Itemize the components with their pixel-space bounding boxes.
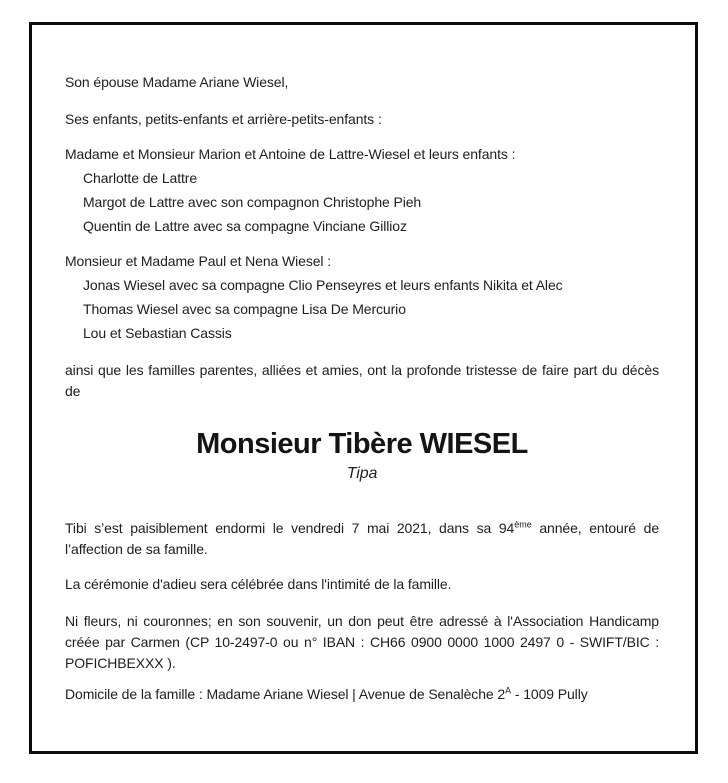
nickname-subtitle: Tipa xyxy=(346,465,378,482)
obituary-content xyxy=(32,25,695,705)
descendants-line: Ses enfants, petits-enfants et arrière-petits-enfants : xyxy=(65,111,382,127)
address-superscript: A xyxy=(505,685,512,696)
deceased-name-title: Monsieur Tibère WIESEL xyxy=(196,428,528,460)
family-member: Jonas Wiesel avec sa compagne Clio Penseyres et leurs enfants Nikita et Alec xyxy=(83,277,563,293)
family-member: Lou et Sebastian Cassis xyxy=(83,325,232,341)
family-member: Thomas Wiesel avec sa compagne Lisa De Mercurio xyxy=(83,301,406,317)
family-group-header: Madame et Monsieur Marion et Antoine de Lattre-Wiesel et leurs enfants : xyxy=(65,146,516,162)
spouse-line: Son épouse Madame Ariane Wiesel, xyxy=(65,74,289,90)
obituary-sheet-frame xyxy=(29,22,698,754)
family-member: Charlotte de Lattre xyxy=(83,170,198,186)
family-member: Margot de Lattre avec son compagnon Christophe Pieh xyxy=(83,194,422,210)
ordinal-superscript: ème xyxy=(514,519,532,530)
domicile-text: Domicile de la famille : Madame Ariane Wiesel | Avenue de Senalèche 2 xyxy=(65,686,506,702)
domicile-text-continued: - 1009 Pully xyxy=(511,686,588,702)
announcement-paragraph: ainsi que les familles parentes, alliées et amies, ont la profonde tristesse de faire part du décès de xyxy=(65,362,659,399)
family-member: Quentin de Lattre avec sa compagne Vinciane Gillioz xyxy=(83,218,407,234)
family-group-header: Monsieur et Madame Paul et Nena Wiesel : xyxy=(65,253,332,269)
passing-paragraph xyxy=(65,518,659,560)
domicile-line xyxy=(65,684,659,705)
ceremony-line: La cérémonie d'adieu sera célébrée dans l'intimité de la famille. xyxy=(65,576,452,592)
passing-text-continued: année, entouré de l’affection de sa famille. xyxy=(65,520,660,557)
passing-text: Tibi s’est paisiblement endormi le vendredi 7 mai 2021, dans sa 94 xyxy=(65,520,515,536)
donation-paragraph: Ni fleurs, ni couronnes; en son souvenir, un don peut être adressé à l'Association Handicamp créée par Carmen (CP 10-2497-0 ou n° IBAN : CH66 0900 0000 1000 2497 0 - SWIFT/BIC : POFICHBEXXX ). xyxy=(65,613,659,671)
